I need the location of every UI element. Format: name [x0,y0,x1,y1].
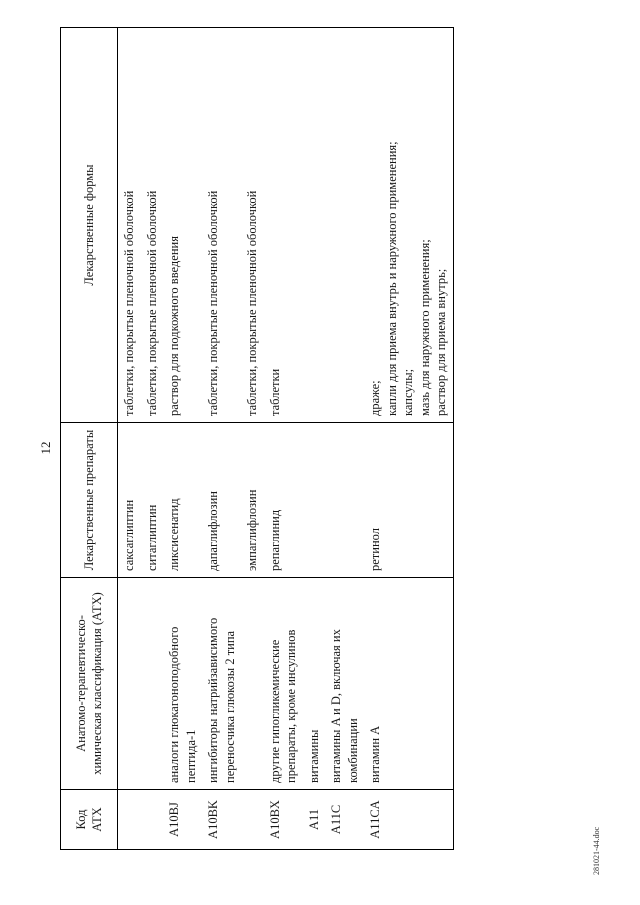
cell-code: A10BJ [163,790,202,850]
cell-forms: раствор для подкожного введения [163,28,202,423]
cell-code: A11CA [364,790,453,850]
cell-forms: таблетки [264,28,303,423]
cell-drug [325,423,364,578]
table-header-row [61,28,118,850]
cell-classification: аналоги глюкагоноподобного пептида-1 [163,578,202,790]
cell-code: A10BX [264,790,303,850]
header-code: Код АТХ [61,790,118,850]
cell-classification [241,578,264,790]
cell-classification: витамины [303,578,326,790]
header-forms: Лекарственные формы [61,28,118,423]
cell-classification: витамины A и D, включая их комбинации [325,578,364,790]
table-row [163,28,202,850]
footer-filename: 281021-44.doc [592,826,601,875]
table-row [264,28,303,850]
cell-drug: эмпаглифлозин [241,423,264,578]
cell-drug: ликсисенатид [163,423,202,578]
cell-classification: витамин A [364,578,453,790]
cell-drug: ретинол [364,423,453,578]
cell-drug: дапаглифлозин [202,423,241,578]
cell-forms: таблетки, покрытые пленочной оболочкой [202,28,241,423]
cell-code [241,790,264,850]
table-row [202,28,241,850]
table-row [364,28,453,850]
page-number: 12 [38,441,53,455]
cell-drug: саксаглиптин [118,423,141,578]
cell-drug [303,423,326,578]
cell-code: A11 [303,790,326,850]
cell-forms [303,28,326,423]
header-classification: Анатомо-терапевтическо-химическая классификация (АТХ) [61,578,118,790]
cell-classification: ингибиторы натрийзависимого переносчика глюкозы 2 типа [202,578,241,790]
cell-code: A10BK [202,790,241,850]
cell-forms: таблетки, покрытые пленочной оболочкой [118,28,141,423]
cell-forms: таблетки, покрытые пленочной оболочкой [141,28,164,423]
cell-drug: ситаглиптин [141,423,164,578]
table-row [303,28,326,850]
cell-code: A11C [325,790,364,850]
cell-classification [118,578,141,790]
cell-code [141,790,164,850]
cell-drug: репаглинид [264,423,303,578]
table-row [325,28,364,850]
table-row [118,28,141,850]
cell-classification: другие гипогликемические препараты, кроме инсулинов [264,578,303,790]
table-row [141,28,164,850]
cell-forms: таблетки, покрытые пленочной оболочкой [241,28,264,423]
cell-classification [141,578,164,790]
cell-forms [325,28,364,423]
table-row [241,28,264,850]
cell-forms: драже; капли для приема внутрь и наружного применения; капсулы; мазь для наружного применения; раствор для приема внутрь; [364,28,453,423]
header-drugs: Лекарственные препараты [61,423,118,578]
cell-code [118,790,141,850]
atx-drug-table [60,27,454,850]
